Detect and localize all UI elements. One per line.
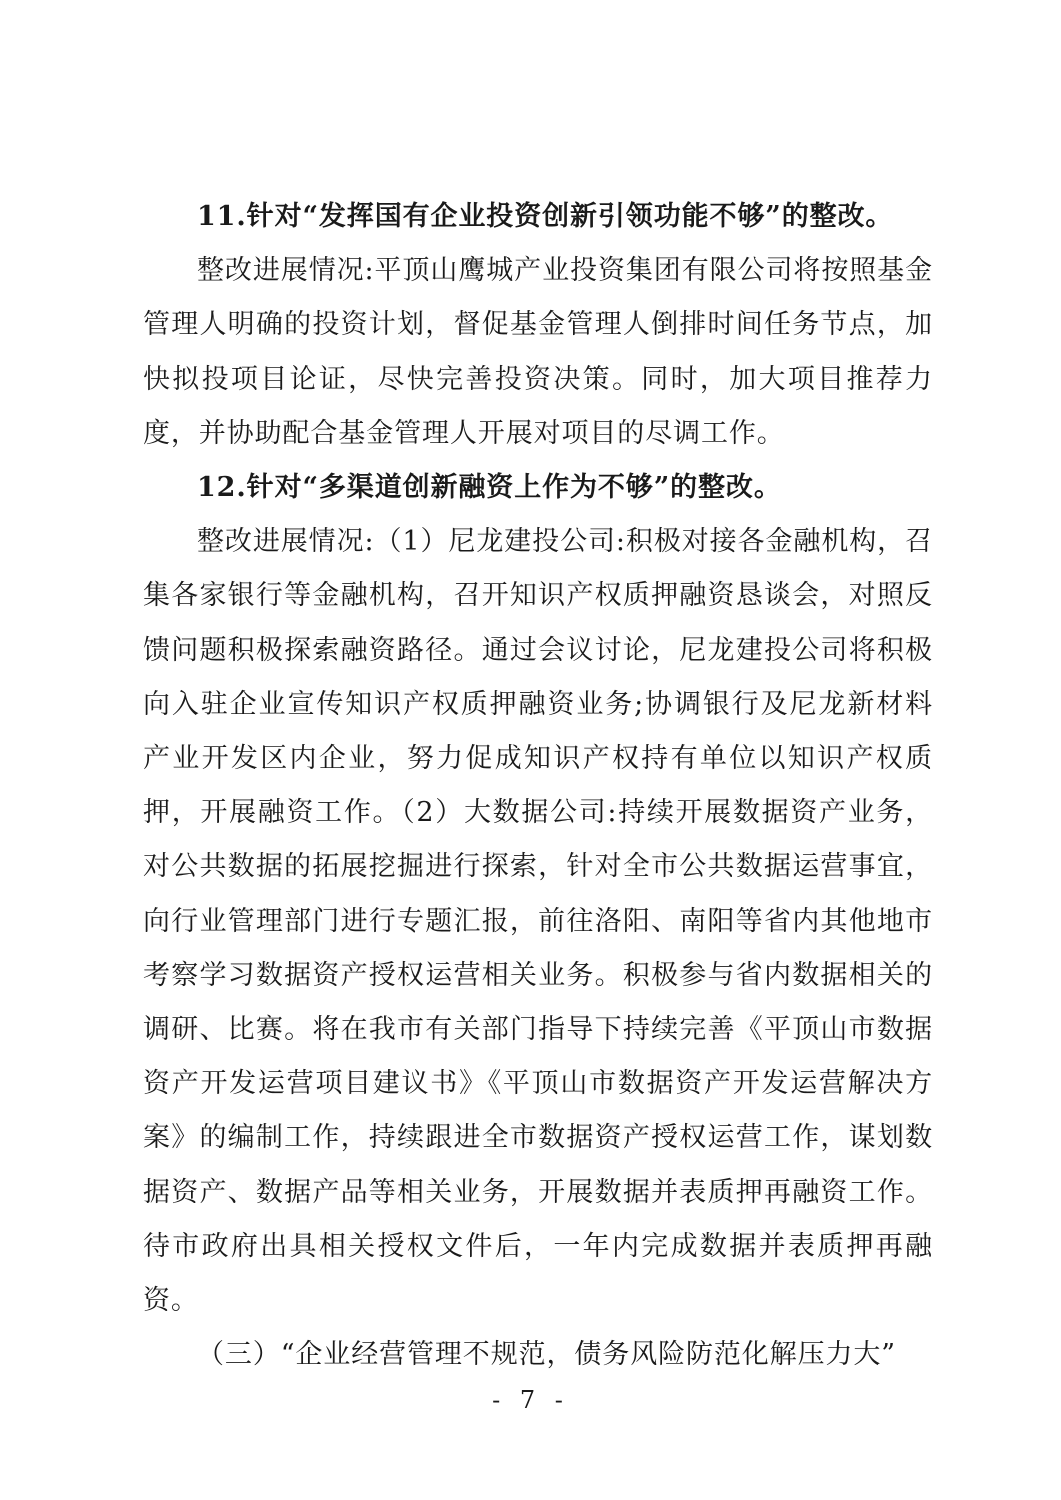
heading-item-12: 12.针对“多渠道创新融资上作为不够”的整改。 — [197, 472, 782, 504]
progress-paragraph-11: 整改进展情况:平顶山鹰城产业投资集团有限公司将按照基金管理人明确的投资计划，督促基金管理人倒排时间任务节点，加快拟投项目论证，尽快完善投资决策。同时，加大项目推荐力度，并协助配合基金管理人开展对项目的尽调工作。 — [143, 255, 933, 449]
document-body — [143, 190, 933, 1382]
heading-item-11: 11.针对“发挥国有企业投资创新引领功能不够”的整改。 — [197, 201, 894, 232]
section-heading-3: （三）“企业经营管理不规范，债务风险防范化解压力大” — [197, 1339, 897, 1371]
page-number: - 7 - — [492, 1386, 569, 1414]
progress-paragraph-12: 整改进展情况:（1）尼龙建投公司:积极对接各金融机构，召集各家银行等金融机构，召开知识产权质押融资恳谈会，对照反馈问题积极探索融资路径。通过会议讨论，尼龙建投公司将积极向入驻企业宣传知识产权质押融资业务;协调银行及尼龙新材料产业开发区内企业，努力促成知识产权持有单位以知识产权质押，开展融资工作。（2）大数据公司:持续开展数据资产业务，对公共数据的拓展挖掘进行探索，针对全市公共数据运营事宜，向行业管理部门进行专题汇报，前往洛阳、南阳等省内其他地市考察学习数据资产授权运营相关业务。积极参与省内数据相关的调研、比赛。将在我市有关部门指导下持续完善《平顶山市数据资产开发运营项目建议书》《平顶山市数据资产开发运营解决方案》的编制工作，持续跟进全市数据资产授权运营工作，谋划数据资产、数据产品等相关业务，开展数据并表质押再融资工作。待市政府出具相关授权文件后，一年内完成数据并表质押再融资。 — [143, 526, 933, 1317]
